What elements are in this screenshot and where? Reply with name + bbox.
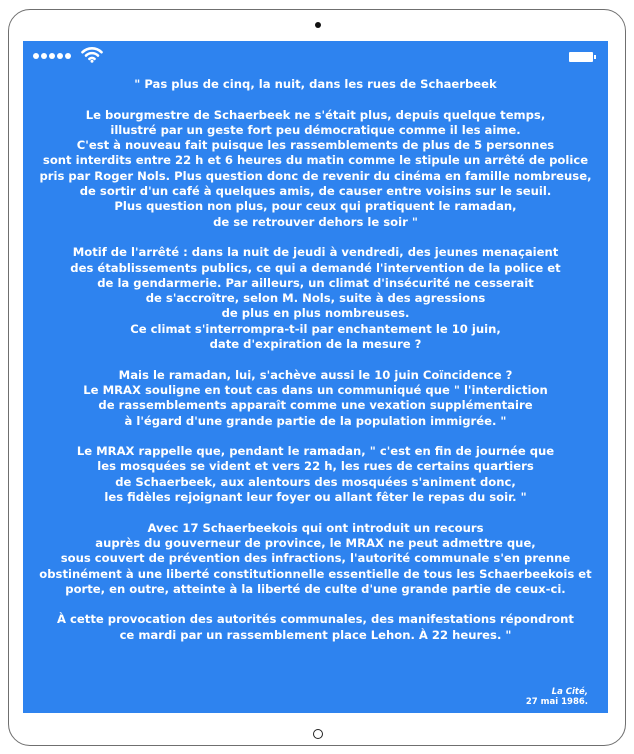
source-date: 27 mai 1986. [525, 697, 588, 707]
text-line: de sortir d'un café à quelques amis, de causer entre voisins sur le seuil. [79, 184, 552, 199]
article-paragraph [33, 521, 598, 597]
camera-icon [315, 22, 321, 28]
text-line: Le MRAX souligne en tout cas dans un communiqué que " l'interdiction [83, 382, 548, 397]
text-line: de rassemblements apparaît comme une vexation supplémentaire [98, 398, 533, 413]
text-line: À cette provocation des autorités communales, des manifestations répondront [57, 612, 574, 627]
text-line: illustré par un geste fort peu démocratique comme il les aime. [110, 122, 521, 137]
text-line: de plus en plus nombreuses. [221, 306, 410, 321]
text-line: Avec 17 Schaerbeekois qui ont introduit un recours [147, 520, 484, 535]
article-paragraph [33, 368, 598, 429]
home-button[interactable] [313, 729, 323, 739]
text-line: les fidèles rejoignant leur foyer ou allant fêter le repas du soir. " [104, 490, 527, 505]
text-line: pris par Roger Nols. Plus question donc de revenir du cinéma en famille nombreuse, [39, 168, 592, 183]
text-line: Ce climat s'interrompra-t-il par enchantement le 10 juin, [130, 321, 501, 336]
text-line: de la gendarmerie. Par ailleurs, un climat d'insécurité ne cesserait [97, 275, 534, 290]
text-line: C'est à nouveau fait puisque les rassemblements de plus de 5 personnes [76, 138, 555, 153]
wifi-icon [81, 46, 103, 63]
signal-dots-icon [33, 53, 71, 59]
text-line: de s'accroître, selon M. Nols, suite à des agressions [145, 291, 486, 306]
text-line: ce mardi par un rassemblement place Lehon. À 22 heures. " [119, 627, 512, 642]
article-source [526, 687, 588, 707]
text-line: de Schaerbeek, aux alentours des mosquées s'animent donc, [115, 474, 516, 489]
text-line: date d'expiration de la mesure ? [209, 337, 422, 352]
text-line: " Pas plus de cinq, la nuit, dans les rues de Schaerbeek [134, 77, 497, 91]
text-line: Motif de l'arrêté : dans la nuit de jeudi à vendredi, des jeunes menaçaient [72, 245, 559, 260]
status-bar [23, 41, 608, 69]
text-line: porte, en outre, atteinte à la liberté de culte d'une grande partie de ceux-ci. [65, 581, 566, 596]
article-paragraph [33, 245, 598, 352]
text-line: Le bourgmestre de Schaerbeek ne s'était plus, depuis quelque temps, [85, 107, 546, 122]
article-paragraph [33, 108, 598, 230]
text-line: obstinément à une liberté constitutionnelle essentielle de tous les Schaerbeekois et [39, 566, 592, 581]
text-line: à l'égard d'une grande partie de la population immigrée. " [124, 413, 507, 428]
text-line: sous couvert de prévention des infractions, l'autorité communale s'en prenne [60, 551, 571, 566]
screen [23, 41, 608, 713]
article-paragraph [33, 444, 598, 505]
text-line: Plus question non plus, pour ceux qui pratiquent le ramadan, [114, 199, 517, 214]
text-line: auprès du gouverneur de province, le MRAX ne peut admettre que, [95, 535, 536, 550]
text-line: de se retrouver dehors le soir " [213, 214, 418, 229]
text-line: Mais le ramadan, lui, s'achève aussi le 10 juin Coïncidence ? [118, 367, 513, 382]
source-publication: La Cité, [551, 687, 588, 697]
text-line: les mosquées se vident et vers 22 h, les rues de certains quartiers [97, 459, 534, 474]
text-line: des établissements publics, ce qui a demandé l'intervention de la police et [70, 260, 561, 275]
text-line: Le MRAX rappelle que, pendant le ramadan, " c'est en fin de journée que [76, 444, 555, 459]
article-text [33, 77, 598, 658]
text-line: sont interdits entre 22 h et 6 heures du matin comme le stipule un arrêté de police [42, 153, 589, 168]
article-paragraph [33, 612, 598, 643]
battery-full-icon [569, 52, 593, 62]
article-headline [33, 77, 598, 92]
